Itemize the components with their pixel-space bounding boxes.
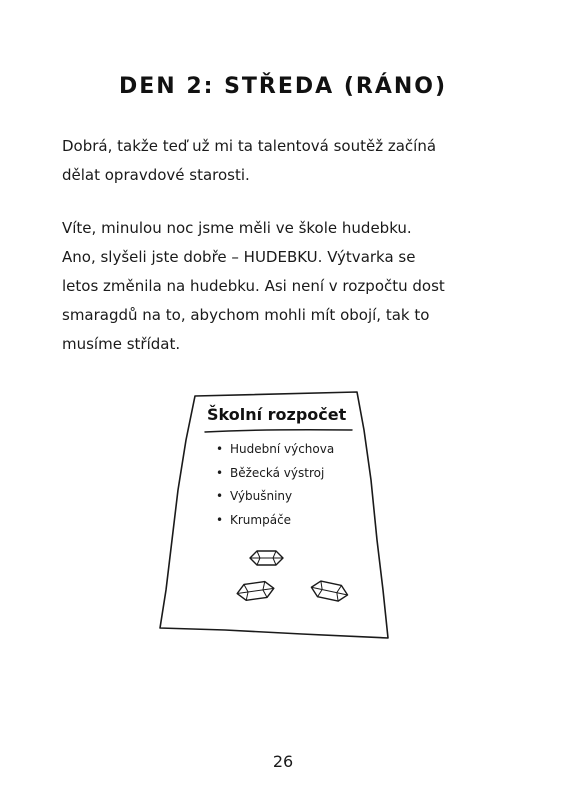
budget-list-item [214,438,334,462]
paragraph-line: Víte, minulou noc jsme měli ve škole hudebku. [62,219,412,237]
paragraph-line: Dobrá, takže teď už mi ta talentová soutěž začíná [62,137,437,155]
budget-list [214,438,334,532]
paragraph-line: musíme střídat. [62,335,181,353]
paragraph-line: letos změnila na hudebku. Asi není v rozpočtu dost [62,277,445,295]
budget-list-item [214,485,334,509]
bullet-icon: • [216,489,224,503]
page-number: 26 [272,752,294,771]
budget-note-title: Školní rozpočet [207,405,347,424]
budget-list-item [214,509,334,533]
budget-item-label: Krumpáče [230,512,292,527]
bullet-icon: • [216,442,224,456]
bullet-icon: • [216,465,224,480]
paragraph-line: smaragdů na to, abychom mohli mít obojí, tak to [62,306,430,324]
emerald-icon [250,551,283,565]
chapter-title: DEN 2: STŘEDA (RÁNO) [118,74,448,99]
budget-item-label: Výbušniny [230,489,293,503]
budget-item-label: Běžecká výstroj [230,465,325,480]
bullet-icon: • [216,512,224,527]
paragraph-line: dělat opravdové starosti. [62,166,250,184]
budget-item-label: Hudební výchova [230,442,335,456]
paragraph-line: Ano, slyšeli jste dobře – HUDEBKU. Výtvarka se [62,248,416,266]
budget-list-item [214,462,334,486]
